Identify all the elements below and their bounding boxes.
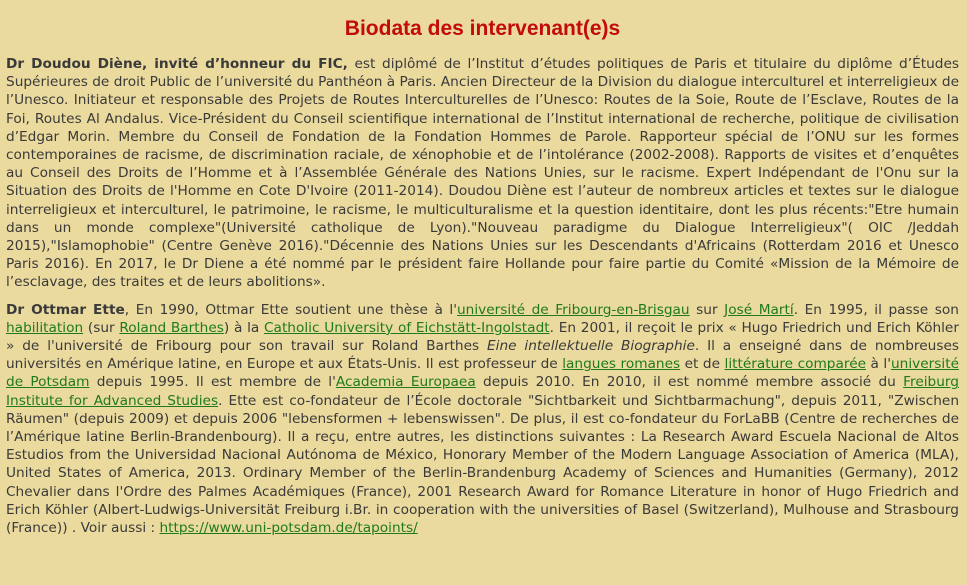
link-langues-romanes[interactable]: langues romanes [562, 356, 681, 373]
book-title: Eine intellektuelle Biographie [487, 338, 695, 355]
link-academia-europaea[interactable]: Academia Europaea [335, 374, 476, 391]
link-catholic-university-eichstatt[interactable]: Catholic University of Eichstätt-Ingolstadt [264, 319, 550, 336]
bio-text: depuis 2010. En 2010, il est nommé membre associé du [475, 374, 904, 391]
bio-text: et de [680, 356, 725, 373]
link-universite-fribourg[interactable]: université de Fribourg-en-Brisgau [457, 301, 690, 318]
bio-text: sur [689, 301, 725, 318]
bio-text: , En 1990, Ottmar Ette soutient une thèse à l' [124, 301, 457, 318]
page-title: Biodata des intervenant(e)s [344, 17, 621, 40]
bio-text: . En 1995, il passe son [793, 301, 959, 318]
bio-text: . Ette est co-fondateur de l’École doctorale "Sichtbarkeit und Sichtbarmachung", depuis 2011, "Zwischen Räumen" (depuis 2009) et depuis 2006 "lebensformen + lebenswissen". De plus, il est co-fondateur du ForLaBB (Centre de recherches de l’Amérique latine Berlin-Brandenbourg). Il a reçu, entre autres, les distinctions suivantes : La Research Award Escuela Nacional de Altos Estudios from the Universidad Nacional Autónoma de México, Honorary Member of the Modern Language Association of America (MLA), United States of America, 2013. Ordinary Member of the Berlin-Brandenburg Academy of Sciences and Humanities (Germany), 2012 Chevalier dans l'Ordre des Palmes Académiques (France), 2001 Research Award for Romance Literature in honor of Hugo Friedrich and Erich Köhler (Albert-Ludwigs-Universität Freiburg i.Br. in cooperation with the universities of Basel (Switzerland), Mulhouse and Strasbourg (France)) . Voir aussi : [6, 392, 959, 537]
bio-text: ) à la [223, 319, 264, 336]
link-habilitation[interactable]: habilitation [6, 319, 84, 336]
bio-text: est diplômé de l’Institut d’études politiques de Paris et titulaire du diplôme d’Études Supérieures de droit Public de l’université du Panthéon à Paris. Ancien Directeur de la Division du dialogue interculturel et interreligieux de l’Unesco. Initiateur et responsable des Projets de Routes Interculturelles de l’Unesco: Routes de la Soie, Route de l’Esclave, Routes de la Foi, Routes Al Andalus. Vice-Président du Conseil scientifique international de l’Institut international de recherche, politique de civilisation d’Edgar Morin. Membre du Conseil de Fondation de la Fondation Hommes de Parole. Rapporteur spécial de l’ONU sur les formes contemporaines de racisme, de discrimination raciale, de xénophobie et de l’intolérance (2002-2008). Rapports de visites et d’enquêtes au Conseil des Droits de l’Homme et à l’Assemblée Générale des Nations Unies, sur le racisme. Expert Indépendant de l'Onu sur la Situation des Droits de l'Homme en Cote D'Ivoire (2011-2014). Doudou Diène est l’auteur de nombreux articles et textes sur le dialogue interreligieux et interculturel, le patrimoine, le racisme, le multiculturalisme et la question identitaire, dont les plus récents:"Etre humain dans un monde complexe"(Université catholique de Lyon)."Nouveau paradigme du Dialogue Interreligieux"( OIC /Jeddah 2015),"Islamophobie" (Centre Genève 2016)."Décennie des Nations Unies sur les Descendants d'Africains (Rotterdam 2016 et Unesco Paris 2016). En 2017, le Dr Diene a été nommé par le président faire Hollande pour faire partie du Comité «Mission de la Mémoire de l’esclavage, des traites et de leurs abolitions». [6, 56, 959, 291]
bio-text: (sur [83, 319, 120, 336]
bio-text: depuis 1995. Il est membre de l' [89, 374, 336, 391]
bio-text: . En 2001, il reçoit le prix « Hugo Friedrich und Erich Köhler » de l'université de Fribourg pour son travail sur Roland Barthes [6, 319, 959, 355]
link-jose-marti[interactable]: José Martí [724, 301, 794, 318]
link-roland-barthes[interactable]: Roland Barthes [119, 319, 224, 336]
link-uni-potsdam-tapoints[interactable]: https://www.uni-potsdam.de/tapoints/ [159, 520, 418, 537]
link-universite-potsdam[interactable]: université de Potsdam [6, 356, 960, 391]
link-litterature-comparee[interactable]: littérature comparée [724, 356, 867, 373]
bio-ottmar-ette [6, 301, 959, 538]
bio-name: Dr Doudou Diène, invité d’honneur du FIC, [6, 56, 348, 72]
bio-text: . Il a enseigné dans de nombreuses universités en Amérique latine, en Europe et aux États-Unis. Il est professeur de [6, 338, 960, 373]
link-freiburg-institute[interactable]: Freiburg Institute for Advanced Studies [6, 374, 959, 409]
bio-name: Dr Ottmar Ette [6, 301, 125, 318]
bio-text: à l' [866, 356, 891, 373]
bio-doudou-diene [6, 55, 959, 292]
